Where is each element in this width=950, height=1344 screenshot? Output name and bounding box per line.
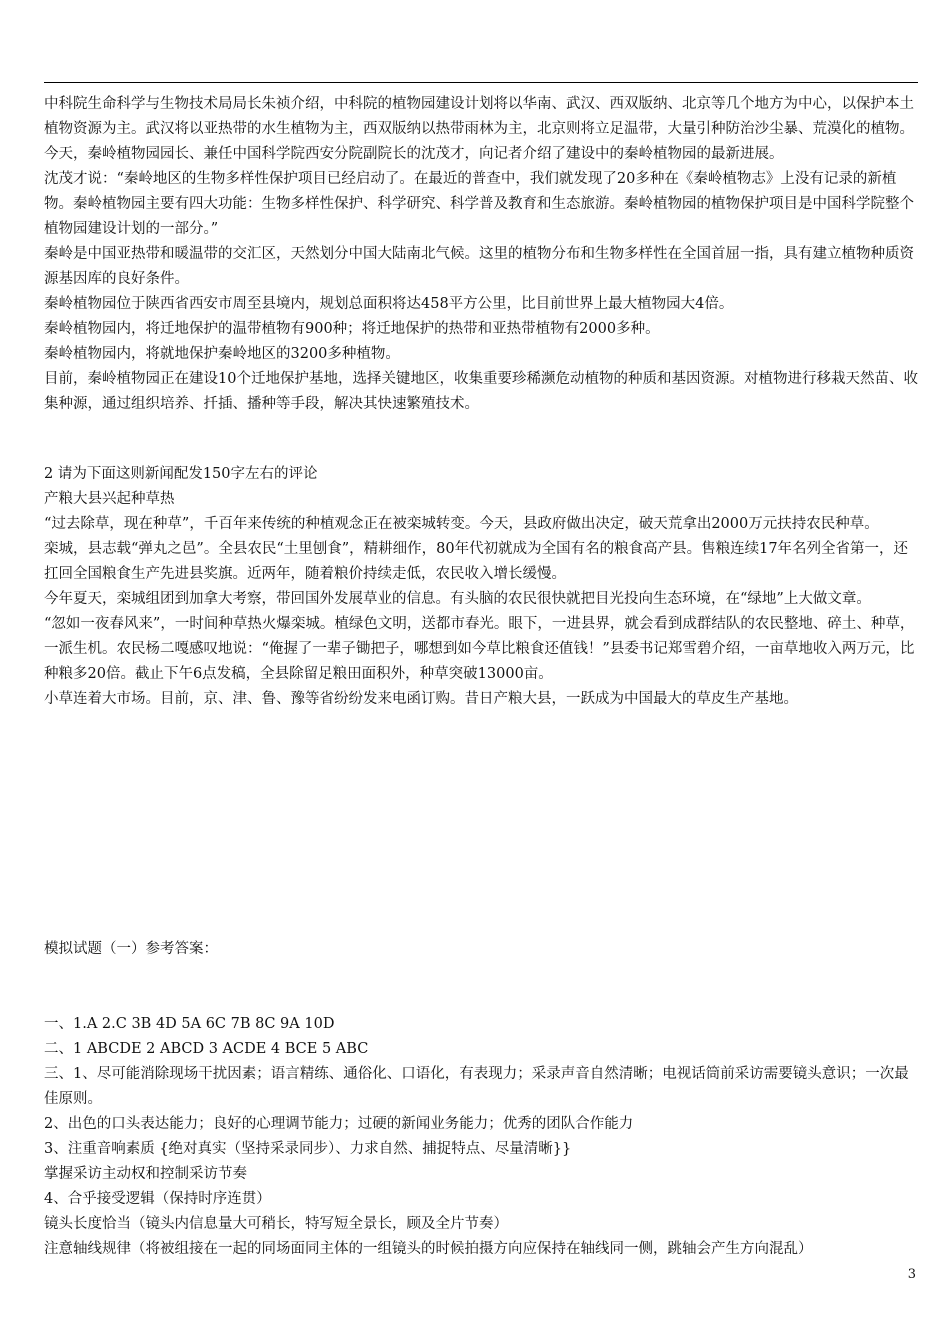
paragraph: 秦岭植物园位于陕西省西安市周至县境内，规划总面积将达458平方公里，比目前世界上最大植物园大4倍。 bbox=[44, 296, 734, 312]
page-number: 3 bbox=[907, 1267, 916, 1282]
answer-line: 注意轴线规律（将被组接在一起的同场面同主体的一组镜头的时候拍摄方向应保持在轴线同一侧，跳轴会产生方向混乱） bbox=[44, 1241, 813, 1257]
answers-title-block bbox=[44, 937, 920, 962]
paragraph: 目前，秦岭植物园正在建设10个迁地保护基地，选择关键地区，收集重要珍稀濒危动植物的种质和基因资源。对植物进行移栽天然苗、收集种源，通过组织培养、扦插、播种等手段，解决其快速繁殖技术。 bbox=[44, 371, 918, 412]
paragraph: 今天，秦岭植物园园长、兼任中国科学院西安分院副院长的沈茂才，向记者介绍了建设中的秦岭植物园的最新进展。 bbox=[44, 146, 784, 162]
paragraph: 秦岭植物园内，将就地保护秦岭地区的3200多种植物。 bbox=[44, 346, 400, 362]
header-rule bbox=[44, 82, 918, 83]
paragraph: 小草连着大市场。目前，京、津、鲁、豫等省纷纷发来电函订购。昔日产粮大县，一跃成为中国最大的草皮生产基地。 bbox=[44, 691, 798, 707]
paragraph: 栾城，县志载“弹丸之邑”。全县农民“土里刨食”，精耕细作，80年代初就成为全国有名的粮食高产县。售粮连续17年名列全省第一，还扛回全国粮食生产先进县奖旗。近两年，随着粮价持续走低，农民收入增长缓慢。 bbox=[44, 541, 909, 582]
answer-line: 一、1.A 2.C 3B 4D 5A 6C 7B 8C 9A 10D bbox=[44, 1016, 335, 1032]
paragraph: “过去除草，现在种草”，千百年来传统的种植观念正在被栾城转变。今天，县政府做出决定，破天荒拿出2000万元扶持农民种草。 bbox=[44, 516, 879, 532]
paragraph: 秦岭是中国亚热带和暖温带的交汇区，天然划分中国大陆南北气候。这里的植物分布和生物多样性在全国首屈一指，具有建立植物种质资源基因库的良好条件。 bbox=[44, 246, 914, 287]
answer-line: 2、出色的口头表达能力；良好的心理调节能力；过硬的新闻业务能力；优秀的团队合作能力 bbox=[44, 1116, 634, 1132]
answer-line: 镜头长度恰当（镜头内信息量大可稍长，特写短全景长，顾及全片节奏） bbox=[44, 1216, 508, 1232]
paragraph: 中科院生命科学与生物技术局局长朱祯介绍，中科院的植物园建设计划将以华南、武汉、西双版纳、北京等几个地方为中心，以保护本土植物资源为主。武汉将以亚热带的水生植物为主，西双版纳以热带雨林为主，北京则将立足温带，大量引种防治沙尘暴、荒漠化的植物。 bbox=[44, 96, 914, 137]
question-prompt: 2 请为下面这则新闻配发150字左右的评论 bbox=[44, 466, 318, 482]
paragraph: “忽如一夜春风来”，一时间种草热火爆栾城。植绿色文明，送都市春光。眼下，一进县界，就会看到成群结队的农民整地、碎土、种草，一派生机。农民杨二嘎感叹地说：“俺握了一辈子锄把子，哪想到如今草比粮食还值钱！”县委书记郑雪碧介绍，一亩草地收入两万元，比种粮多20倍。截止下午6点发稿，全县除留足粮田面积外，种草突破13000亩。 bbox=[44, 616, 915, 682]
answer-line: 二、1 ABCDE 2 ABCD 3 ACDE 4 BCE 5 ABC bbox=[44, 1041, 369, 1057]
answer-line: 4、合乎接受逻辑（保持时序连贯） bbox=[44, 1191, 271, 1207]
answer-line: 掌握采访主动权和控制采访节奏 bbox=[44, 1166, 247, 1182]
news-headline: 产粮大县兴起种草热 bbox=[44, 491, 175, 507]
paragraph: 今年夏天，栾城组团到加拿大考察，带回国外发展草业的信息。有头脑的农民很快就把目光投向生态环境，在“绿地”上大做文章。 bbox=[44, 591, 871, 607]
answers-title: 模拟试题（一）参考答案： bbox=[44, 941, 218, 957]
paragraph: 秦岭植物园内，将迁地保护的温带植物有900种；将迁地保护的热带和亚热带植物有2000多种。 bbox=[44, 321, 660, 337]
question-2 bbox=[44, 462, 920, 712]
paragraph: 沈茂才说：“秦岭地区的生物多样性保护项目已经启动了。在最近的普查中，我们就发现了20多种在《秦岭植物志》上没有记录的新植物。秦岭植物园主要有四大功能：生物多样性保护、科学研究、科学普及教育和生态旅游。秦岭植物园的植物保护项目是中国科学院整个植物园建设计划的一部分。” bbox=[44, 171, 914, 237]
answers-list bbox=[44, 1012, 920, 1262]
article-plant-garden bbox=[44, 92, 920, 417]
answer-line: 3、注重音响素质 {绝对真实（坚持采录同步）、力求自然、捕捉特点、尽量清晰}} bbox=[44, 1141, 572, 1157]
answer-line: 三、1、尽可能消除现场干扰因素；语言精练、通俗化、口语化，有表现力；采录声音自然清晰；电视话筒前采访需要镜头意识；一次最佳原则。 bbox=[44, 1066, 909, 1107]
